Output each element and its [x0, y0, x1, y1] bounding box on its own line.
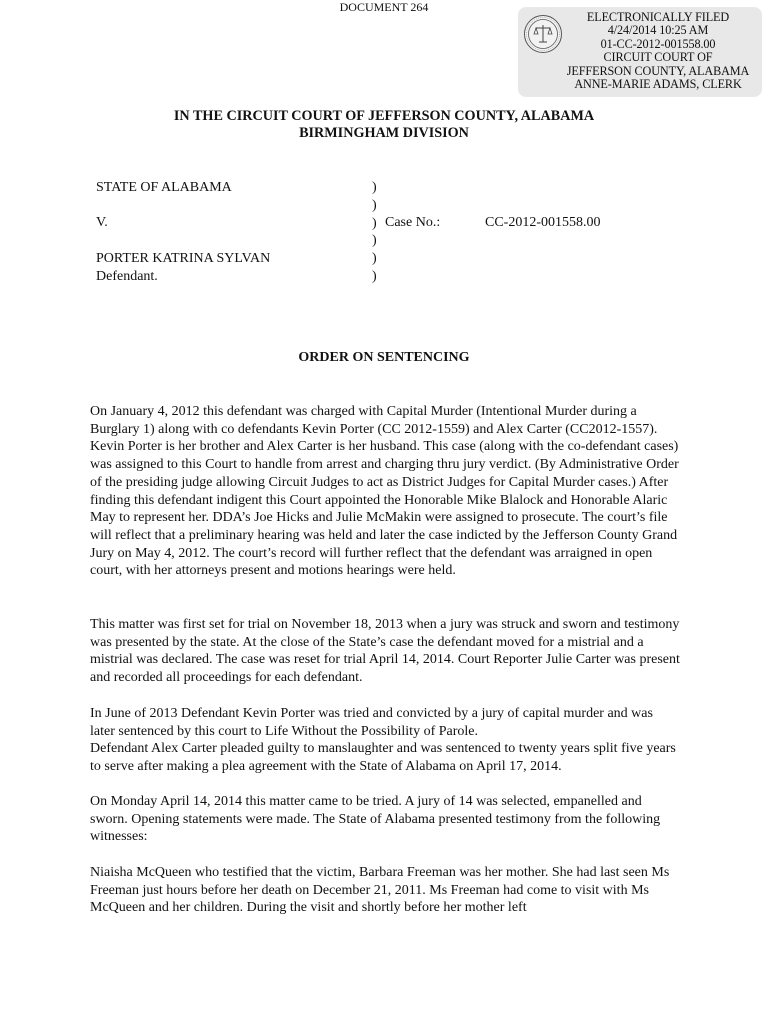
- caption-paren: ): [372, 215, 377, 231]
- electronic-filing-stamp: [518, 7, 762, 97]
- body-paragraph: Defendant Alex Carter pleaded guilty to manslaughter and was sentenced to twenty years split five years to serve after making a plea agreement with the State of Alabama on April 17, 2014.: [90, 741, 676, 774]
- caption-paren: ): [372, 268, 377, 284]
- body-paragraph: This matter was first set for trial on November 18, 2013 when a jury was struck and sworn and testimony was presented by the state. At the close of the State’s case the defendant moved for a mistrial and a mistrial was declared. The case was reset for trial April 14, 2014. Court Reporter Julie Carter was present and recorded all proceedings for each defendant.: [90, 617, 680, 686]
- stamp-line: JEFFERSON COUNTY, ALABAMA: [566, 63, 750, 78]
- court-heading: [0, 108, 768, 142]
- caption-versus: V.: [96, 215, 108, 230]
- stamp-line: ANNE-MARIE ADAMS, CLERK: [574, 77, 742, 92]
- stamp-line: CIRCUIT COURT OF: [603, 50, 713, 65]
- caption-paren: ): [372, 180, 377, 195]
- caption-defendant-label: Defendant.: [96, 269, 158, 284]
- court-division: BIRMINGHAM DIVISION: [299, 125, 469, 141]
- caption-paren: ): [372, 251, 377, 267]
- court-seal-icon: [523, 14, 563, 54]
- caption-defendant-name: PORTER KATRINA SYLVAN: [96, 251, 271, 266]
- stamp-line: ELECTRONICALLY FILED: [586, 10, 730, 24]
- order-title: ORDER ON SENTENCING: [298, 350, 470, 365]
- stamp-line: 01-CC-2012-001558.00: [600, 36, 716, 51]
- body-paragraph: On January 4, 2012 this defendant was charged with Capital Murder (Intentional Murder during a Burglary 1) along with co defendants Kevin Porter (CC 2012-1559) and Alex Carter (CC2012-1557). Kevin Porter is her brother and Alex Carter is her husband. This case (along with the co-defendant cases) was assigned to this Court to handle from arrest and charging thru jury verdict. (By Administrative Order of the presiding judge allowing Circuit Judges to act as District Judges for Capital Murder cases.) After finding this defendant indigent this Court appointed the Honorable Mike Blalock and Honorable Alaric May to represent her. DDA’s Joe Hicks and Julie McMakin were assigned to prosecute. The court’s file will reflect that a preliminary hearing was held and later the case indicted by the Jefferson County Grand Jury on May 4, 2012. The court’s record will further reflect that the defendant was arraigned in open court, with her attorneys present and motions hearings were held.: [90, 404, 679, 579]
- body-paragraph: Niaisha McQueen who testified that the victim, Barbara Freeman was her mother. She had last seen Ms Freeman just hours before her death on December 21, 2011. Ms Freeman had come to visit with Ms McQueen and her children. During the visit and shortly before her mother left: [90, 865, 670, 916]
- document-number: DOCUMENT 264: [339, 0, 429, 14]
- caption-parens-column: [372, 179, 377, 286]
- caption-paren: ): [372, 233, 377, 249]
- body-paragraph: In June of 2013 Defendant Kevin Porter was tried and convicted by a jury of capital murder and was later sentenced by this court to Life Without the Possibility of Parole.: [90, 706, 653, 739]
- court-name: IN THE CIRCUIT COURT OF JEFFERSON COUNTY, ALABAMA: [173, 108, 595, 124]
- stamp-line: 4/24/2014 10:25 AM: [607, 23, 709, 38]
- case-number: CC-2012-001558.00: [485, 215, 601, 230]
- case-number-label: Case No.:: [385, 215, 441, 230]
- caption-plaintiff: STATE OF ALABAMA: [96, 180, 232, 195]
- body-paragraph: On Monday April 14, 2014 this matter came to be tried. A jury of 14 was selected, empanelled and sworn. Opening statements were made. The State of Alabama presented testimony from the following witnesses:: [90, 794, 661, 845]
- caption-paren: ): [372, 197, 377, 213]
